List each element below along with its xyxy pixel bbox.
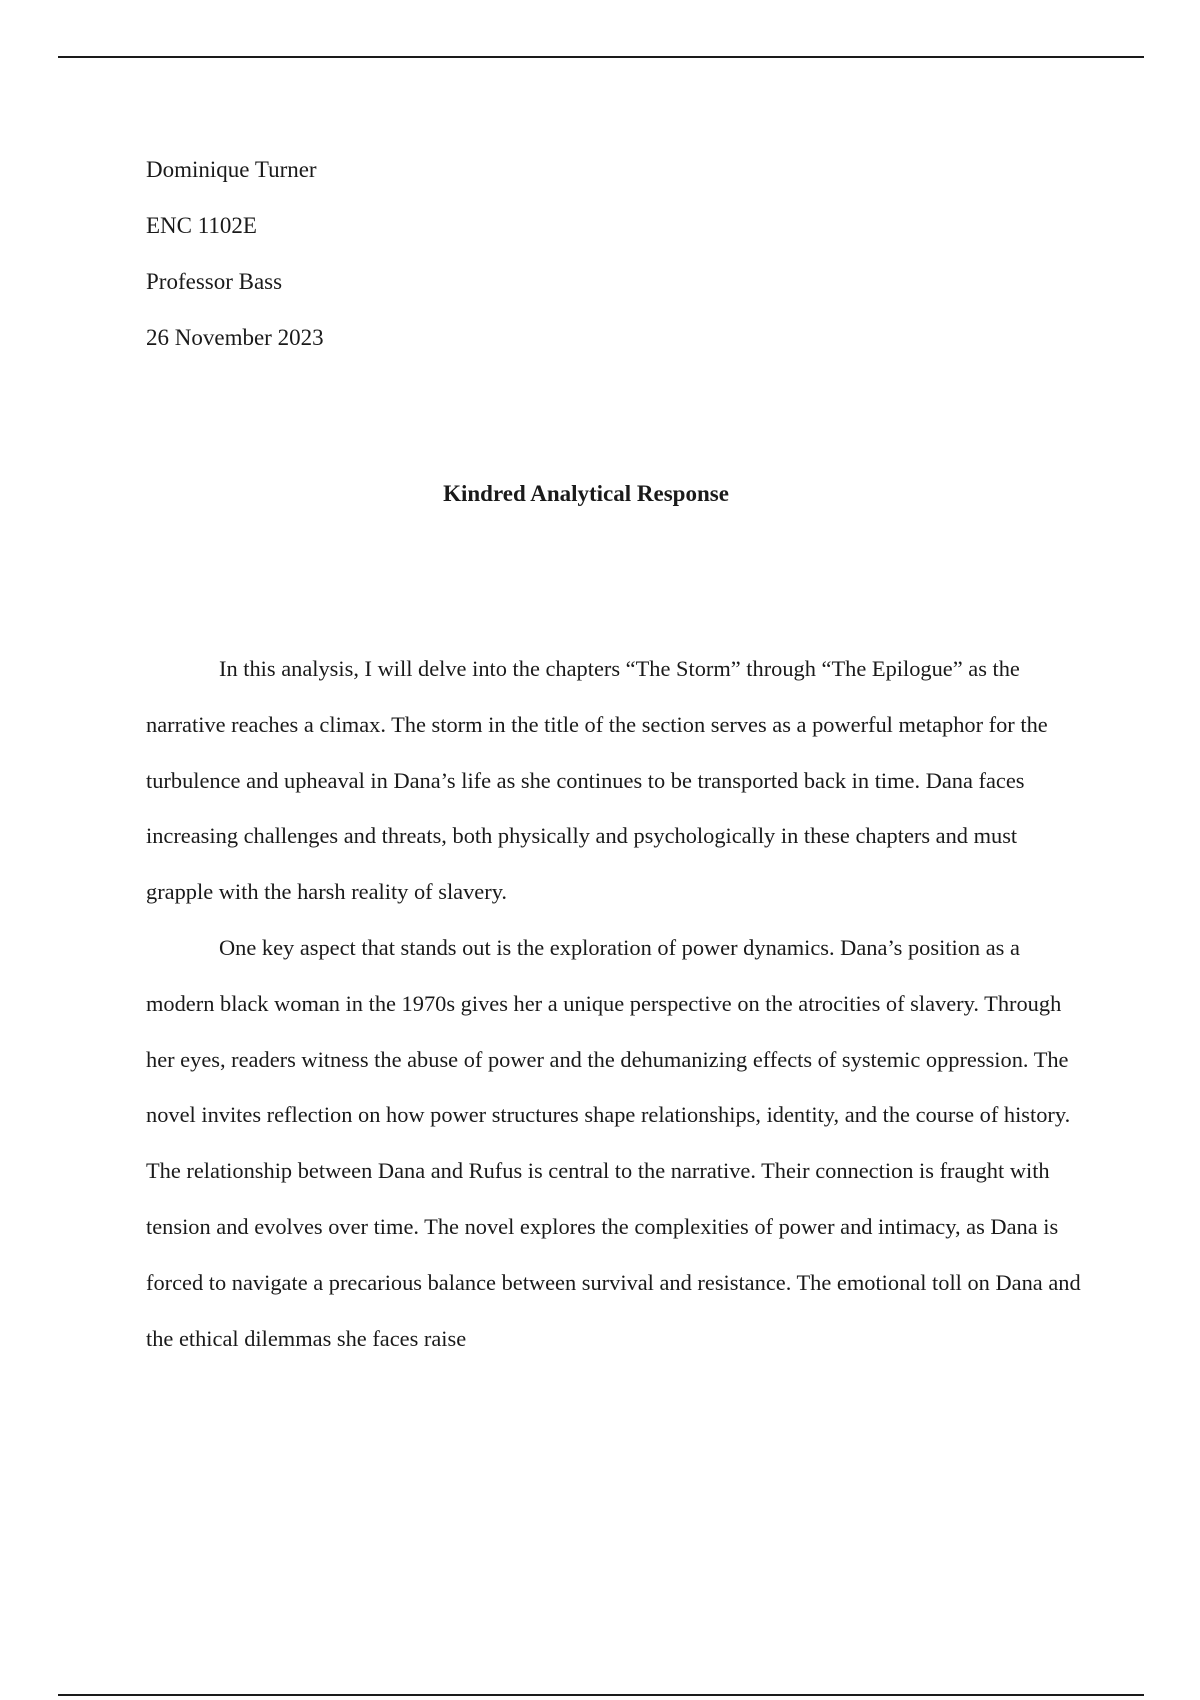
mla-heading [146, 142, 846, 366]
course-code: ENC 1102E [146, 213, 257, 238]
top-divider [58, 56, 1144, 58]
submission-date: 26 November 2023 [146, 325, 324, 350]
author-name: Dominique Turner [146, 157, 317, 182]
instructor-name: Professor Bass [146, 269, 283, 294]
paragraph-2: One key aspect that stands out is the exploration of power dynamics. Dana’s position as a modern black woman in the 1970s gives her a unique perspective on the atrocities of slavery. Through her eyes, readers witness the abuse of power and the dehumanizing effects of systemic oppression. The novel invites reflection on how power structures shape relationships, identity, and the course of history. The relationship between Dana and Rufus is central to the narrative. Their connection is fraught with tension and evolves over time. The novel explores the complexities of power and intimacy, as Dana is forced to navigate a precarious balance between survival and resistance. The emotional toll on Dana and the ethical dilemmas she faces raise [146, 934, 1081, 1351]
paragraph-1: In this analysis, I will delve into the chapters “The Storm” through “The Epilogue” as the narrative reaches a climax. The storm in the title of the section serves as a powerful metaphor for the turbulence and upheaval in Dana’s life as she continues to be transported back in time. Dana faces increasing challenges and threats, both physically and psychologically in these chapters and must grapple with the harsh reality of slavery. [146, 656, 1048, 905]
bottom-divider [58, 1694, 1144, 1696]
document-body [146, 641, 1087, 1366]
document-title: Kindred Analytical Response [443, 481, 729, 506]
